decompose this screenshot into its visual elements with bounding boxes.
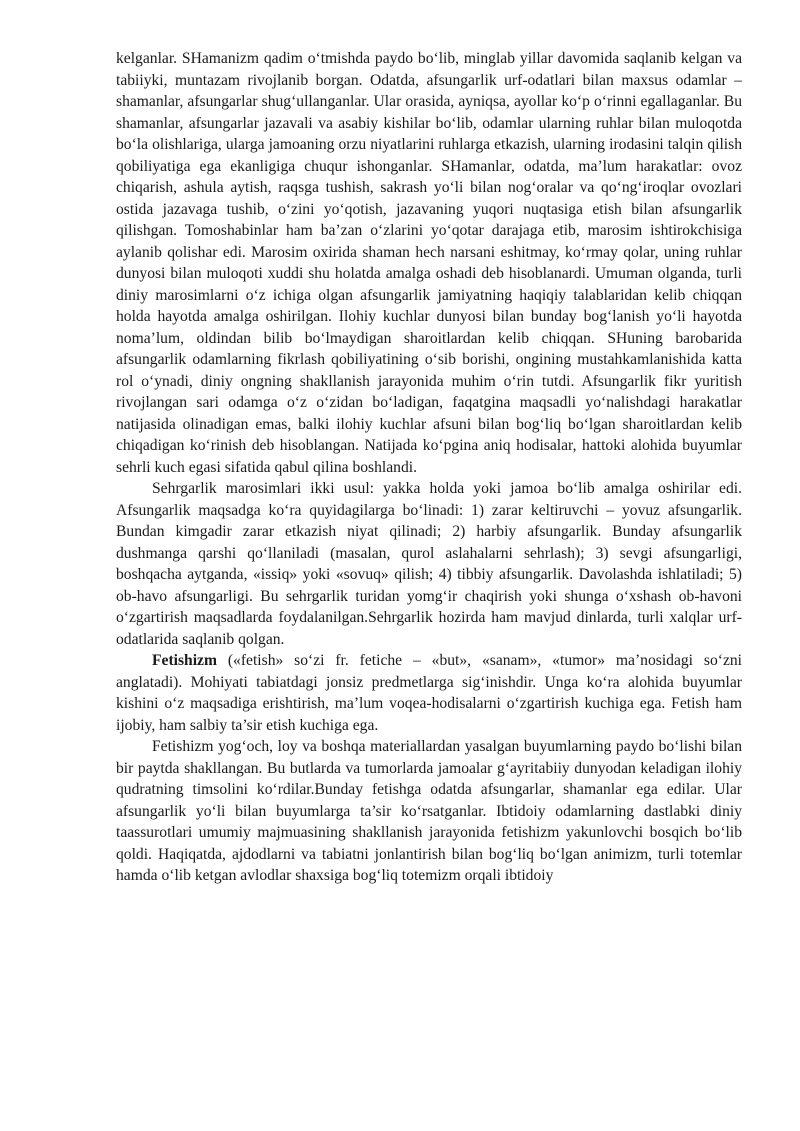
paragraph-4 [116, 736, 742, 887]
term-fetishizm: Fetishizm [152, 652, 217, 669]
paragraph-2 [116, 478, 742, 650]
document-page [116, 48, 742, 887]
paragraph-3-text: («fetish» so‘zi fr. fetiche – «but», «sanam», «tumor» ma’nosidagi so‘zni anglatadi). Mohiyati tabiatdagi jonsiz predmetlarga sig‘inishdir. Unga ko‘ra alohida buyumlar kishini o‘z maqsadiga erishtirish, ma’lum voqea-hodisalarni o‘zgartirish kuchiga ega. Fetish ham ijobiy, ham salbiy ta’sir etish kuchiga ega. [116, 652, 742, 734]
paragraph-2-text: Sehrgarlik marosimlari ikki usul: yakka holda yoki jamoa bo‘lib amalga oshirilar edi. Afsungarlik maqsadga ko‘ra quyidagilarga bo‘linadi: 1) zarar keltiruvchi – yovuz afsungarlik. Bundan kimgadir zarar etkazish niyat qilinadi; 2) harbiy afsungarlik. Bunday afsungarlik dushmanga qarshi qo‘llaniladi (masalan, qurol aslahalarni sehrlash); 3) sevgi afsungarligi, boshqacha aytganda, «issiq» yoki «sovuq» qilish; 4) tibbiy afsungarlik. Davolashda ishlatiladi; 5) ob-havo afsungarligi. Bu sehrgarlik turidan yomg‘ir chaqirish yoki shunga o‘xshash ob-havoni o‘zgartirish maqsadlarda foydalanilgan.Sehrgarlik hozirda ham mavjud dinlarda, turli xalqlar urf-odatlarida saqlanib qolgan. [116, 480, 742, 648]
paragraph-1-text: kelganlar. SHamanizm qadim o‘tmishda paydo bo‘lib, minglab yillar davomida saqlanib kelgan va tabiiyki, muntazam rivojlanib borgan. Odatda, afsungarlik urf-odatlari bilan maxsus odamlar – shamanlar, afsungarlar shug‘ullanganlar. Ular orasida, ayniqsa, ayollar ko‘p o‘rinni egallaganlar. Bu shamanlar, afsungarlar jazavali va asabiy kishilar bo‘lib, odamlar ularning ruhlar bilan muloqotda bo‘la olishlariga, ularga jamoaning orzu niyatlarini ruhlarga etkazish, ularning irodasini talqin qilish qobiliyatiga ega ekanligiga chuqur ishonganlar. SHamanlar, odatda, ma’lum harakatlar: ovoz chiqarish, ashula aytish, raqsga tushish, sakrash yo‘li bilan nog‘oralar va qo‘ng‘iroqlar ovozlari ostida jazavaga tushib, o‘zini yo‘qotish, jazavaning yuqori nuqtasiga etish bilan afsungarlik qilishgan. Tomoshabinlar ham ba’zan o‘zlarini yo‘qotar darajaga etib, marosim ishtirokchisiga aylanib qolishar edi. Marosim oxirida shaman hech narsani eshitmay, ko‘rmay qolar, uning ruhlar dunyosi bilan muloqoti xuddi shu holatda amalga oshadi deb hisoblanardi. Umuman olganda, turli diniy marosimlarni o‘z ichiga olgan afsungarlik jamiyatning haqiqiy talablaridan kelib chiqqan holda hayotda amalga oshirilgan. Ilohiy kuchlar dunyosi bilan bunday bog‘lanish yo‘li hayotda noma’lum, oldindan bilib bo‘lmaydigan sharoitlardan kelib chiqqan. SHuning barobarida afsungarlik odamlarning fikrlash qobiliyatining o‘sib borishi, ongining mustahkamlanishida katta rol o‘ynadi, diniy ongning shakllanish jarayonida muhim o‘rin tutdi. Afsungarlik fikr yuritish rivojlangan sari odamga o‘z o‘zidan bo‘ladigan, faqatgina maqsadli yo‘nalishdagi harakatlar natijasida olinadigan emas, balki ilohiy kuchlar afsuni bilan bog‘liq bo‘lgan sharoitlardan kelib chiqadigan ko‘rinish deb hisoblangan. Natijada ko‘pgina aniq hodisalar, hattoki alohida buyumlar sehrli kuch egasi sifatida qabul qilina boshlandi. [116, 50, 742, 476]
paragraph-3 [116, 650, 742, 736]
paragraph-4-text: Fetishizm yog‘och, loy va boshqa materiallardan yasalgan buyumlarning paydo bo‘lishi bilan bir paytda shakllangan. Bu butlarda va tumorlarda jamoalar g‘ayritabiiy dunyodan keladigan ilohiy qudratning timsolini ko‘rdilar.Bunday fetishga odatda afsungarlar, shamanlar ega edilar. Ular afsungarlik yo‘li bilan buyumlarga ta’sir ko‘rsatganlar. Ibtidoiy odamlarning dastlabki diniy taassurotlari umumiy majmuasining shakllanish jarayonida fetishizm yakunlovchi bosqich bo‘lib qoldi. Haqiqatda, ajdodlarni va tabiatni jonlantirish bilan bog‘liq bo‘lgan animizm, turli totemlar hamda o‘lib ketgan avlodlar shaxsiga bog‘liq totemizm orqali ibtidoiy [116, 738, 742, 884]
paragraph-1 [116, 48, 742, 478]
